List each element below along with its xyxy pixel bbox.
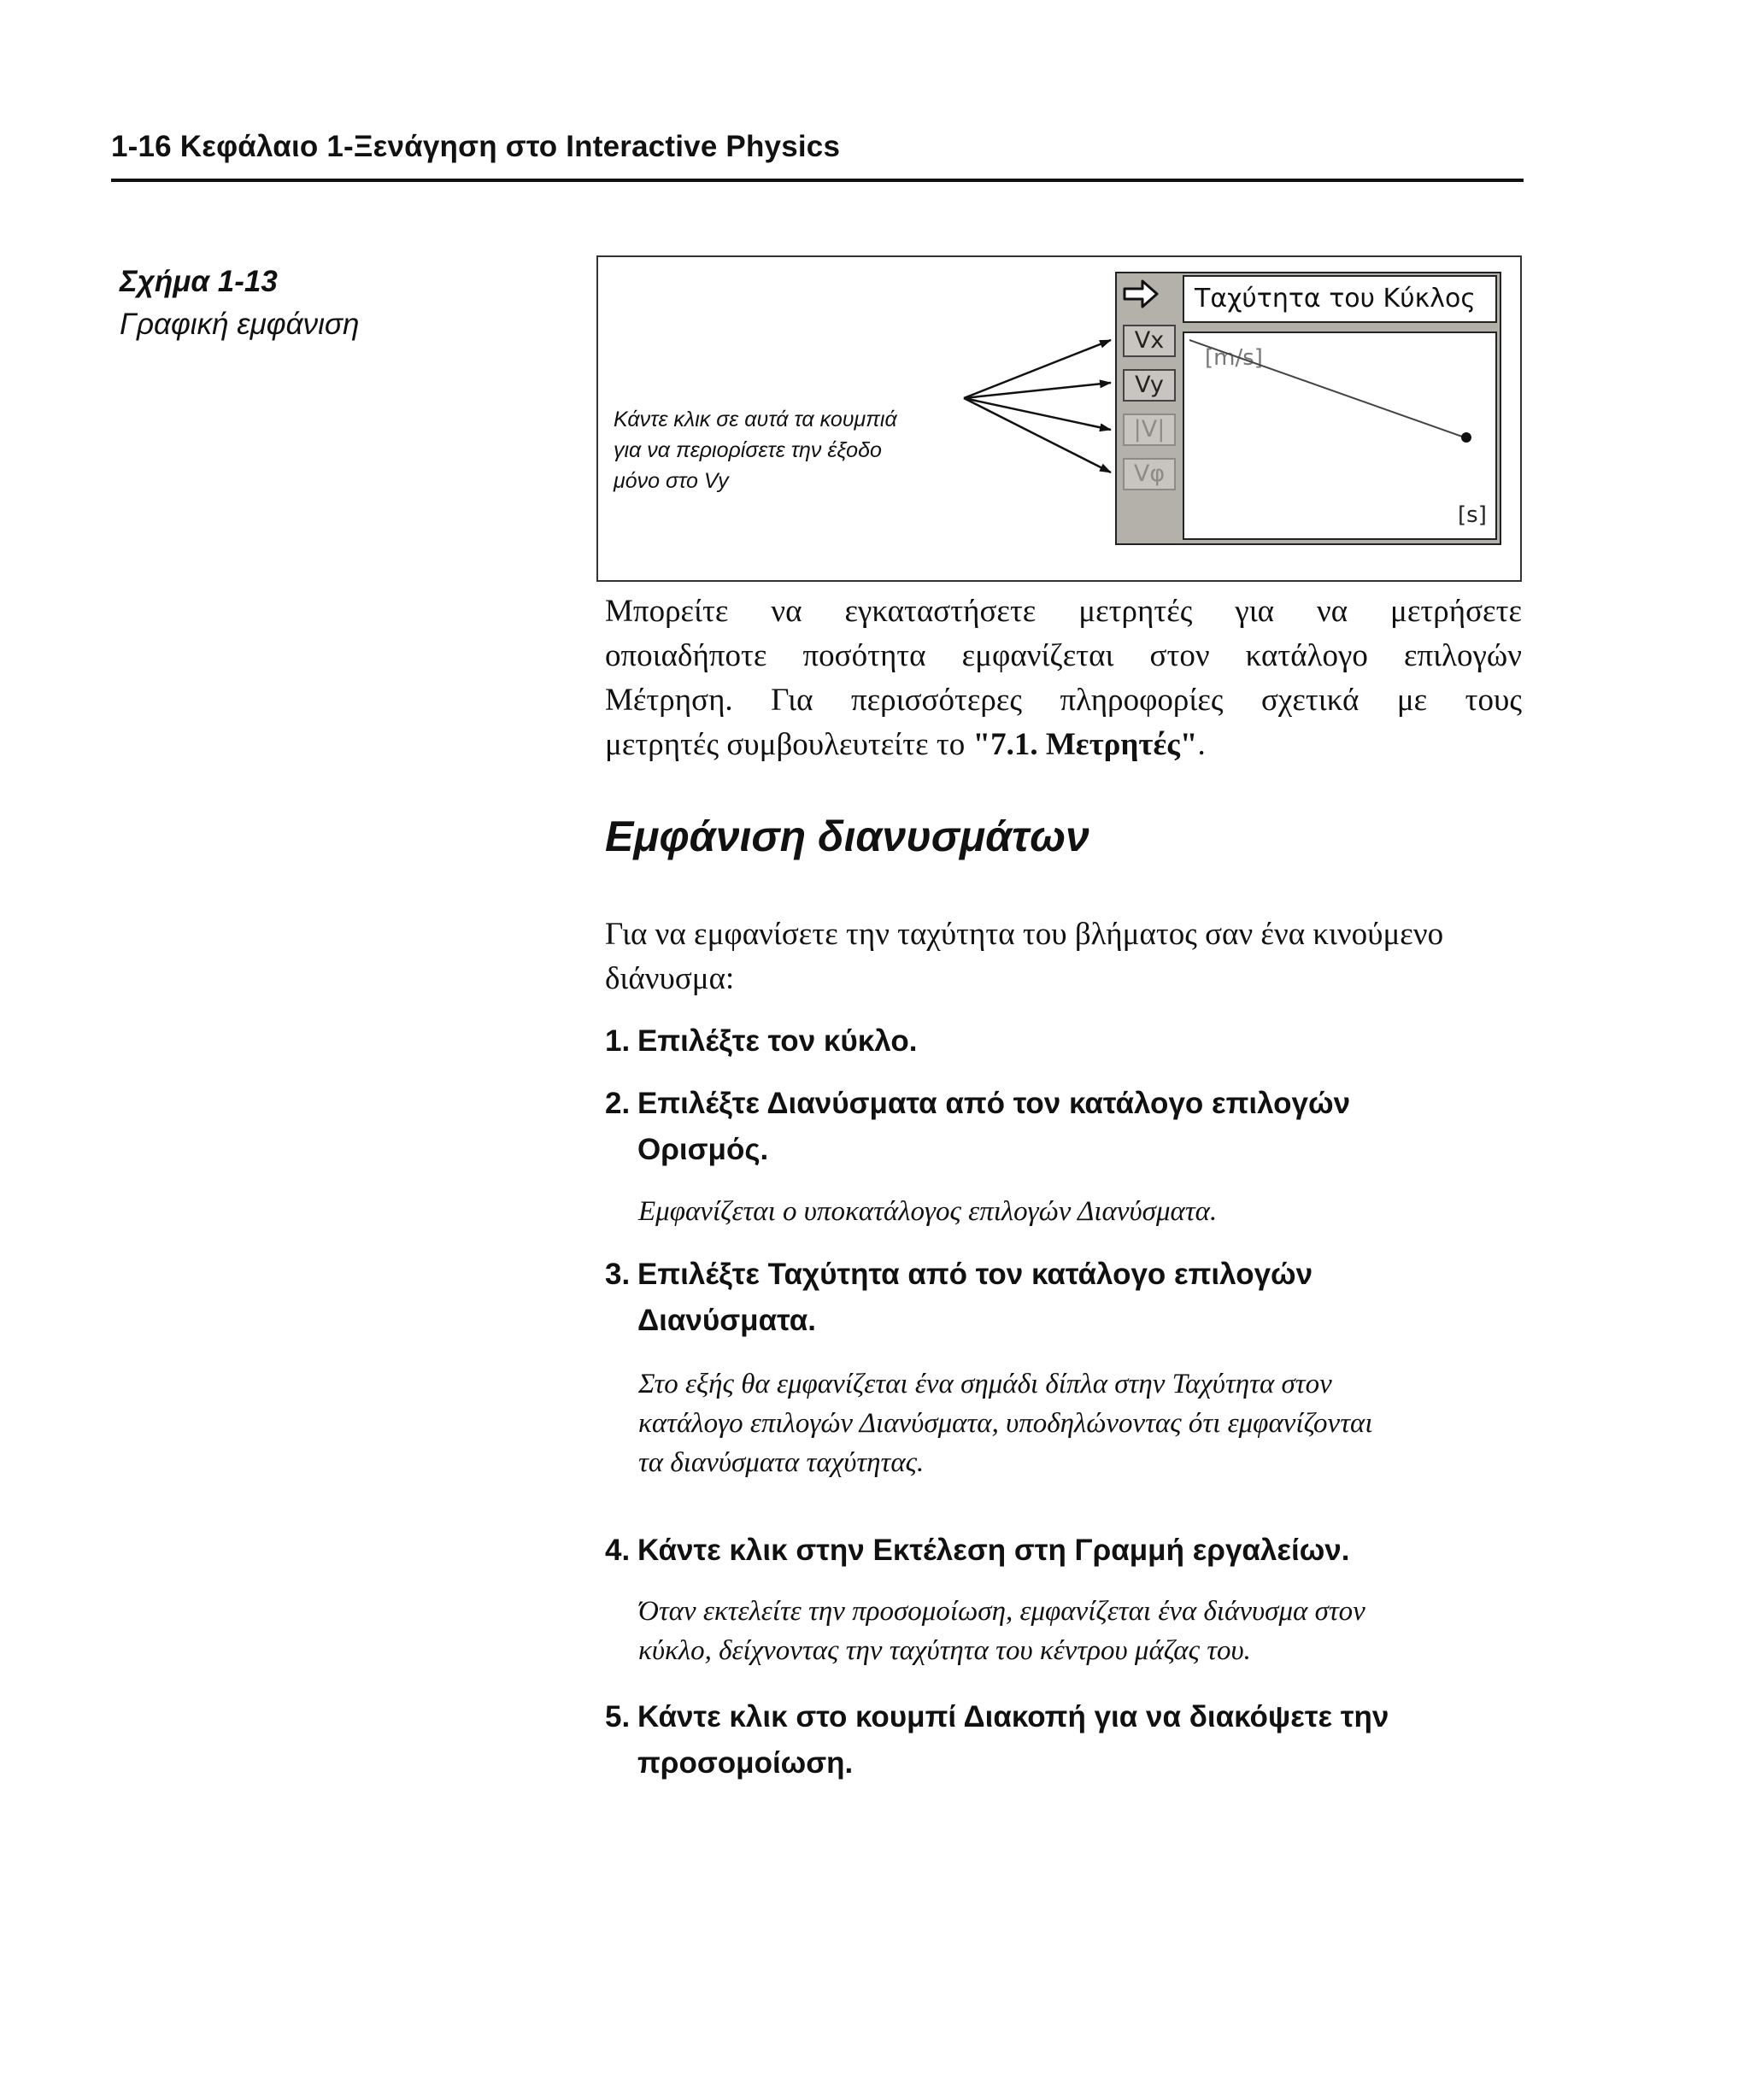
step-number: 1. [605,1024,631,1058]
paragraph-line: διάνυσμα: [605,961,735,996]
step-text: Επιλέξτε Διανύσματα από τον κατάλογο επιλογών [637,1087,1351,1120]
step-text: Επιλέξτε Ταχύτητα από τον κατάλογο επιλογών [637,1258,1313,1291]
magnitude-button[interactable]: |V| [1123,414,1176,446]
callout-arrow [964,398,1111,430]
step-number: 4. [605,1534,631,1567]
paragraph-line: Για να εμφανίσετε την ταχύτητα του βλήματος σαν ένα κινούμενο [605,917,1444,952]
step-text: Διανύσματα. [637,1304,816,1337]
annotation-line: για να περιορίσετε την έξοδο [614,438,882,462]
paragraph-text: . [1197,727,1206,762]
lead-paragraph [605,912,1522,1001]
step-4-note [638,1592,1365,1670]
trace-endpoint [1461,432,1471,443]
note-line: Στο εξής θα εμφανίζεται ένα σημάδι δίπλα στην Ταχύτητα στον [638,1369,1332,1399]
section-heading: Εμφάνιση διανυσμάτων [605,812,1089,860]
velocity-trace [1189,340,1465,437]
intro-paragraph [605,590,1522,767]
note-line: κύκλο, δείχνοντας την ταχύτητα του κέντρου μάζας του. [638,1635,1251,1666]
step-text: Κάντε κλικ στην Εκτέλεση στη Γραμμή εργαλείων. [637,1534,1350,1567]
step-number: 5. [605,1700,631,1733]
annotation-line: μόνο στο Vy [614,469,729,493]
step-2-note [638,1192,1217,1231]
note-line: Εμφανίζεται ο υποκατάλογος επιλογών Διανύσματα. [638,1196,1218,1227]
vy-button[interactable]: Vy [1123,369,1176,402]
step-text: Επιλέξτε τον κύκλο. [637,1024,918,1058]
note-line: τα διανύσματα ταχύτητας. [638,1447,925,1478]
step-number: 3. [605,1258,631,1291]
note-line: κατάλογο επιλογών Διανύσματα, υποδηλώνοντας ότι εμφανίζονται [638,1408,1373,1439]
note-line: Όταν εκτελείτε την προσομοίωση, εμφανίζεται ένα διάνυσμα στον [638,1596,1365,1627]
meter-title: Ταχύτητα του Κύκλος [1183,275,1497,323]
figure-title: Γραφική εμφάνιση [120,308,360,341]
running-head: 1-16 Κεφάλαιο 1-Ξενάγηση στο Interactive Physics [111,130,841,163]
vx-button[interactable]: Vx [1123,325,1176,357]
paragraph-line [605,723,1522,767]
callout-arrow [964,398,1111,472]
step-text: προσομοίωση. [637,1746,854,1780]
figure-number: Σχήμα 1-13 [120,265,278,298]
step-number: 2. [605,1087,631,1120]
y-unit-label: [m/s] [1205,345,1263,371]
paragraph-line: Μέτρηση. Για περισσότερες πληροφορίες σχετικά με τους [605,683,1522,718]
annotation-line: Κάντε κλικ σε αυτά τα κουμπιά [614,408,897,431]
step-2 [605,1081,1350,1173]
step-text: Ορισμός. [637,1133,769,1166]
step-text: Κάντε κλικ στο κουμπί Διακοπή για να διακόψετε την [637,1700,1389,1733]
step-4 [605,1528,1350,1574]
step-1 [605,1018,917,1065]
x-unit-label: [s] [1458,502,1487,528]
step-3 [605,1252,1312,1344]
paragraph-line: οποιαδήποτε ποσότητα εμφανίζεται στον κατάλογο επιλογών [605,638,1522,673]
step-3-note [638,1364,1373,1482]
step-5 [605,1694,1389,1786]
paragraph-line: Μπορείτε να εγκαταστήσετε μετρητές για να μετρήσετε [605,594,1522,629]
paragraph-text: μετρητές συμβουλευτείτε το [605,727,973,762]
meters-reference: "7.1. Μετρητές" [972,727,1198,762]
vphi-button[interactable]: Vφ [1123,458,1176,490]
